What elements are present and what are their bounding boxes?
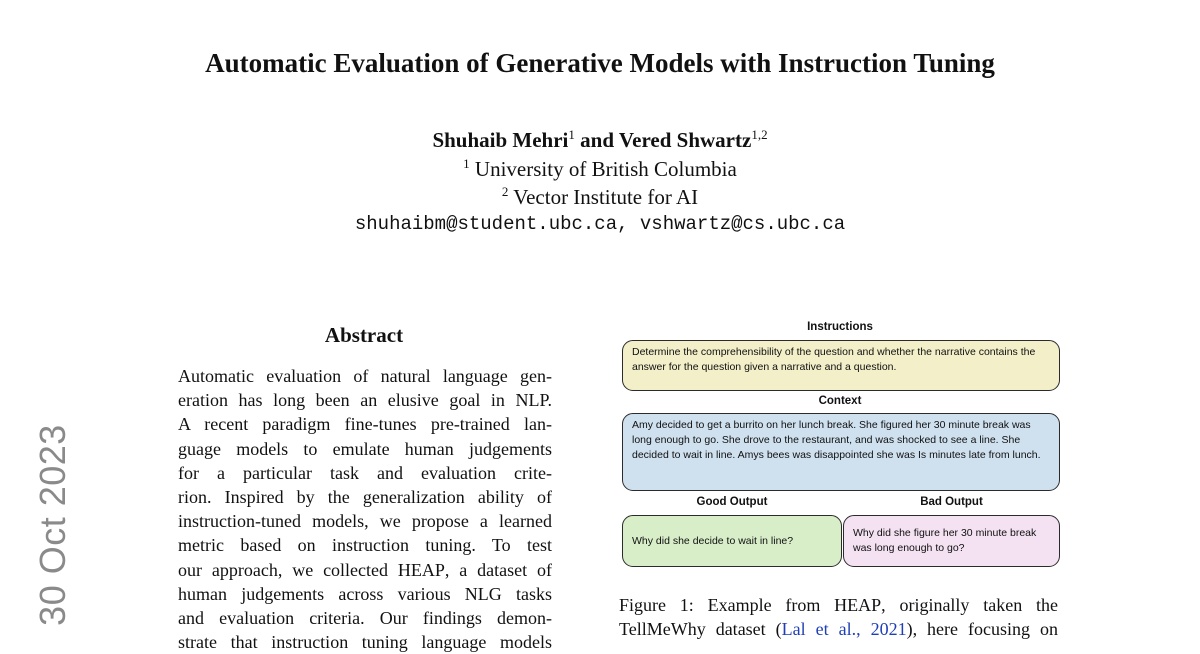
arxiv-date-text: 30 Oct 2023 xyxy=(31,424,73,626)
instructions-label: Instructions xyxy=(807,321,873,333)
instructions-box xyxy=(622,340,1060,391)
abstract-line xyxy=(178,558,552,582)
figure-caption xyxy=(619,593,1058,641)
arxiv-date-stamp xyxy=(30,425,75,625)
paper-title: Automatic Evaluation of Generative Models with Instruction Tuning xyxy=(205,48,995,78)
caption-text: TellMeWhy dataset ( xyxy=(619,619,782,639)
abstract-line: eration has long been an elusive goal in NLP. xyxy=(178,390,552,411)
abstract-line: instruction-tuned models, we propose a learned xyxy=(178,511,552,532)
author-1-affil-mark: 1 xyxy=(568,127,575,142)
abstract-heading: Abstract xyxy=(324,323,404,347)
bad-output-label: Bad Output xyxy=(920,496,983,508)
figure-1 xyxy=(618,318,1062,574)
abstract-line: human judgements across various NLG tasks xyxy=(178,583,552,604)
author-connector: and xyxy=(574,128,619,152)
abstract-text: our approach, we collected xyxy=(178,559,389,580)
author-2-name: Vered Shwartz xyxy=(618,128,752,152)
citation-link[interactable]: Lal et al., 2021 xyxy=(781,619,907,639)
context-box xyxy=(622,413,1060,491)
caption-text: Figure 1: Example from xyxy=(619,595,835,615)
bad-output-box xyxy=(843,515,1060,567)
abstract-body xyxy=(178,364,552,654)
author-emails: shuhaibm@student.ubc.ca, vshwartz@cs.ubc.ca xyxy=(354,213,846,235)
abstract-text: , a dataset of xyxy=(444,559,552,580)
abstract-line: rion. Inspired by the generalization ability of xyxy=(178,486,552,507)
dataset-name: HEAP xyxy=(834,595,882,615)
instructions-text: Determine the comprehensibility of the question and whether the narrative contains the answer for the question given a narrative and a question. xyxy=(632,346,1036,373)
affiliation-1-text: University of British Columbia xyxy=(474,157,737,181)
abstract-line: for a particular task and evaluation crite- xyxy=(178,462,552,483)
abstract-line: and evaluation criteria. Our findings demon- xyxy=(178,607,552,628)
dataset-name: HEAP xyxy=(397,559,445,580)
good-output-label: Good Output xyxy=(696,496,768,508)
abstract-line: strate that instruction tuning language models xyxy=(178,632,552,653)
caption-line xyxy=(619,617,1058,641)
author-1-name: Shuhaib Mehri xyxy=(432,128,569,152)
author-line xyxy=(0,128,1200,153)
context-text: Amy decided to get a burrito on her lunch break. She figured her 30 minute break was long enough to go. She drove to the restaurant, and was shocked to see a line. She decided to wait in line. Amys bees was disappointed she was Is minutes late from lunch. xyxy=(632,419,1041,461)
caption-line xyxy=(619,593,1058,617)
affiliation-2 xyxy=(0,185,1200,210)
context-label: Context xyxy=(818,395,862,407)
good-output-box xyxy=(622,515,842,567)
caption-text: , originally taken the xyxy=(881,595,1058,615)
abstract-line: guage models to emulate human judgements xyxy=(178,438,552,459)
abstract-line: Automatic evaluation of natural language gen- xyxy=(178,366,552,386)
affiliation-1 xyxy=(0,157,1200,182)
author-2-affil-mark: 1,2 xyxy=(751,127,768,142)
affiliation-2-text: Vector Institute for AI xyxy=(513,185,699,209)
affiliation-1-mark: 1 xyxy=(463,156,470,171)
bad-output-text: Why did she figure her 30 minute break was long enough to go? xyxy=(853,527,1037,554)
caption-text: ), here focusing on xyxy=(906,619,1058,639)
abstract-line: metric based on instruction tuning. To test xyxy=(178,535,552,556)
good-output-text: Why did she decide to wait in line? xyxy=(632,534,794,547)
affiliation-2-mark: 2 xyxy=(501,184,509,199)
abstract-line: A recent paradigm fine-tunes pre-trained lan- xyxy=(178,414,552,435)
